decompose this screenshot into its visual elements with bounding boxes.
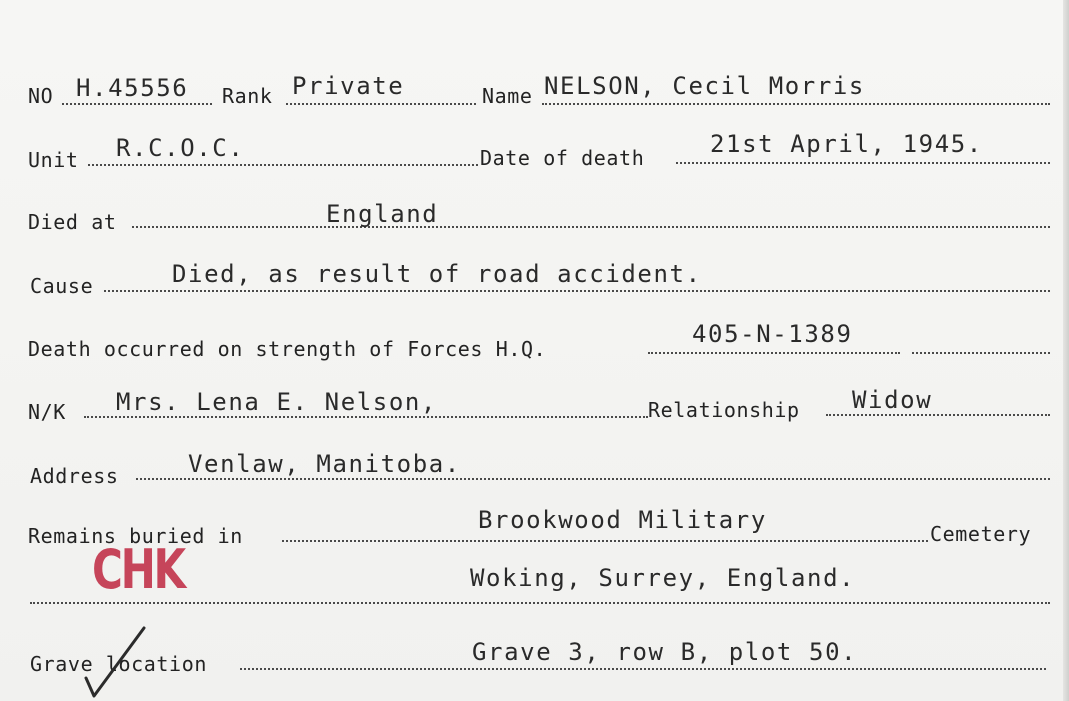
relationship-value: Widow	[852, 386, 933, 414]
cemetery-location-value: Woking, Surrey, England.	[470, 564, 856, 592]
next-of-kin-value: Mrs. Lena E. Nelson,	[116, 388, 437, 416]
card-edge	[1063, 0, 1069, 701]
cemetery-value: Brookwood Military	[478, 506, 767, 534]
died-at-label: Died at	[28, 210, 117, 234]
name-dots	[542, 103, 1050, 105]
address-dots	[136, 478, 1050, 480]
remains-dots	[282, 540, 928, 542]
checkmark-icon	[82, 624, 152, 701]
cause-value: Died, as result of road accident.	[172, 260, 702, 288]
no-dots	[62, 103, 212, 105]
relationship-dots	[826, 414, 1050, 416]
cause-label: Cause	[30, 274, 94, 298]
grave-location-value: Grave 3, row B, plot 50.	[472, 638, 858, 666]
unit-value: R.C.O.C.	[116, 134, 245, 162]
cemetery-suffix: Cemetery	[930, 522, 1032, 546]
relationship-label: Relationship	[648, 398, 800, 422]
died-at-value: England	[326, 200, 439, 228]
strength-label: Death occurred on strength of Forces H.Q.	[28, 337, 547, 361]
date-of-death-label: Date of death	[480, 146, 645, 170]
rank-value: Private	[292, 72, 405, 100]
grave-location-label: Grave location	[30, 652, 207, 676]
nk-label: N/K	[28, 400, 66, 424]
no-label: NO	[28, 84, 54, 108]
rank-dots	[286, 103, 476, 105]
name-value: NELSON, Cecil Morris	[544, 72, 865, 100]
name-label: Name	[482, 84, 533, 108]
remains-label: Remains buried in	[28, 524, 243, 548]
unit-dots	[88, 164, 478, 166]
address-value: Venlaw, Manitoba.	[188, 450, 461, 478]
died-at-dots	[132, 226, 1050, 228]
date-of-death-value: 21st April, 1945.	[710, 130, 983, 158]
strength-value: 405-N-1389	[692, 320, 853, 348]
cause-dots	[104, 290, 1050, 292]
rank-label: Rank	[222, 84, 273, 108]
strength-dots-2	[912, 352, 1050, 354]
date-dots	[676, 162, 1050, 164]
nk-dots	[84, 416, 648, 418]
service-number: H.45556	[76, 74, 189, 102]
strength-dots	[648, 352, 900, 354]
chk-stamp: CHK	[92, 538, 184, 601]
location-dots	[30, 602, 1050, 604]
address-label: Address	[30, 464, 119, 488]
grave-dots	[240, 668, 1046, 670]
unit-label: Unit	[28, 148, 79, 172]
